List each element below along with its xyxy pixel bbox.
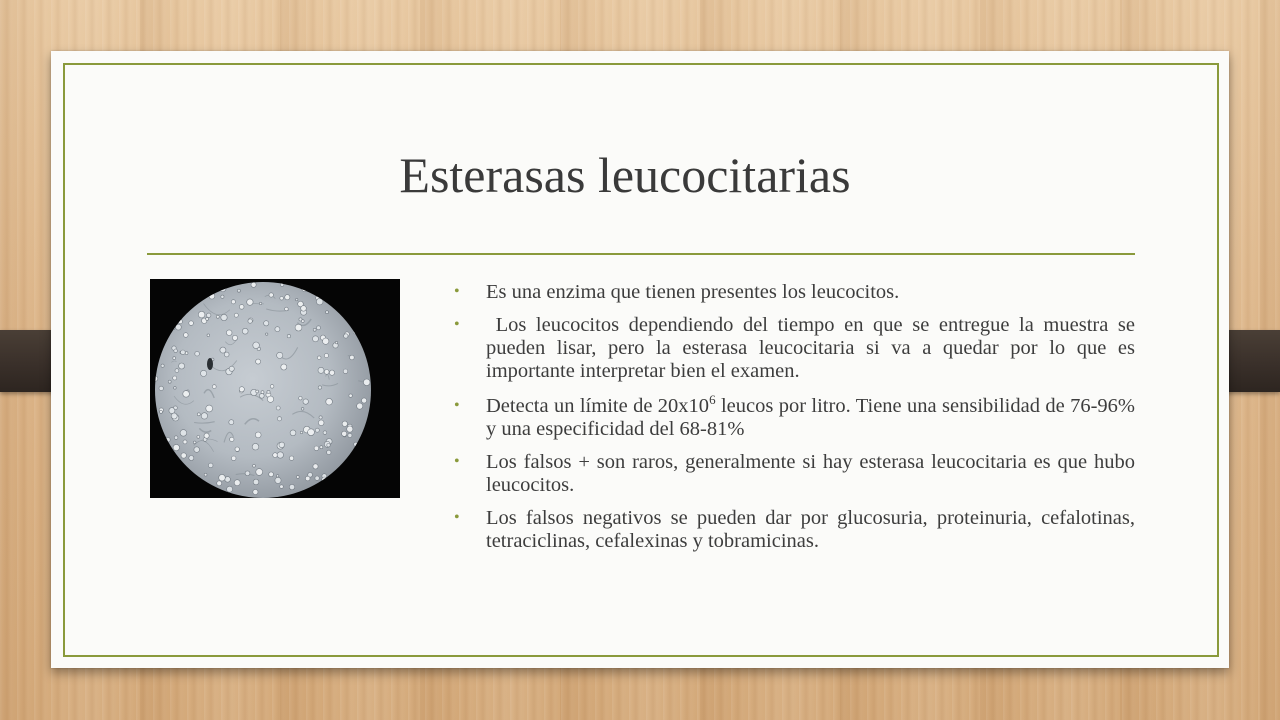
bullet-dot-icon: •	[454, 453, 460, 470]
bullet-dot-icon: •	[454, 283, 460, 300]
bullet-dot-icon: •	[454, 397, 460, 414]
bullet-text: Los falsos + son raros, generalmente si hay esterasa leucocitaria es que hubo leucocitos.	[486, 451, 1135, 496]
bullet-text: Los leucocitos dependiendo del tiempo en que se entregue la muestra se pueden lisar, pero la esterasa leucocitaria si va a quedar por lo que es importante interpretar bien el examen.	[486, 314, 1141, 382]
bullet-item	[454, 507, 1135, 553]
bullet-list	[454, 281, 1141, 563]
microscope-image	[150, 279, 400, 498]
bullet-item	[454, 392, 1135, 441]
bullet-item	[454, 314, 1141, 383]
title-divider	[147, 253, 1135, 255]
superscript-exponent: 6	[709, 392, 716, 408]
bullet-item	[454, 451, 1135, 497]
bullet-dot-icon: •	[454, 316, 460, 333]
bullet-text	[486, 392, 1135, 440]
slide	[51, 51, 1229, 668]
slide-title: Esterasas leucocitarias	[399, 147, 851, 203]
bullet-text-part: Detecta un límite de 20x10	[486, 395, 710, 417]
bullet-dot-icon: •	[454, 509, 460, 526]
bullet-item	[454, 281, 1135, 304]
bullet-text: Es una enzima que tienen presentes los leucocitos.	[486, 281, 900, 303]
bullet-text-part: leucos por litro. Tiene una sensibilidad de 76-96% y una especificidad del 68-81%	[486, 395, 1135, 440]
bullet-text: Los falsos negativos se pueden dar por glucosuria, proteinuria, cefalotinas, tetraciclinas, cefalexinas y tobramicinas.	[486, 507, 1135, 552]
microscope-field-graphic	[150, 279, 400, 498]
